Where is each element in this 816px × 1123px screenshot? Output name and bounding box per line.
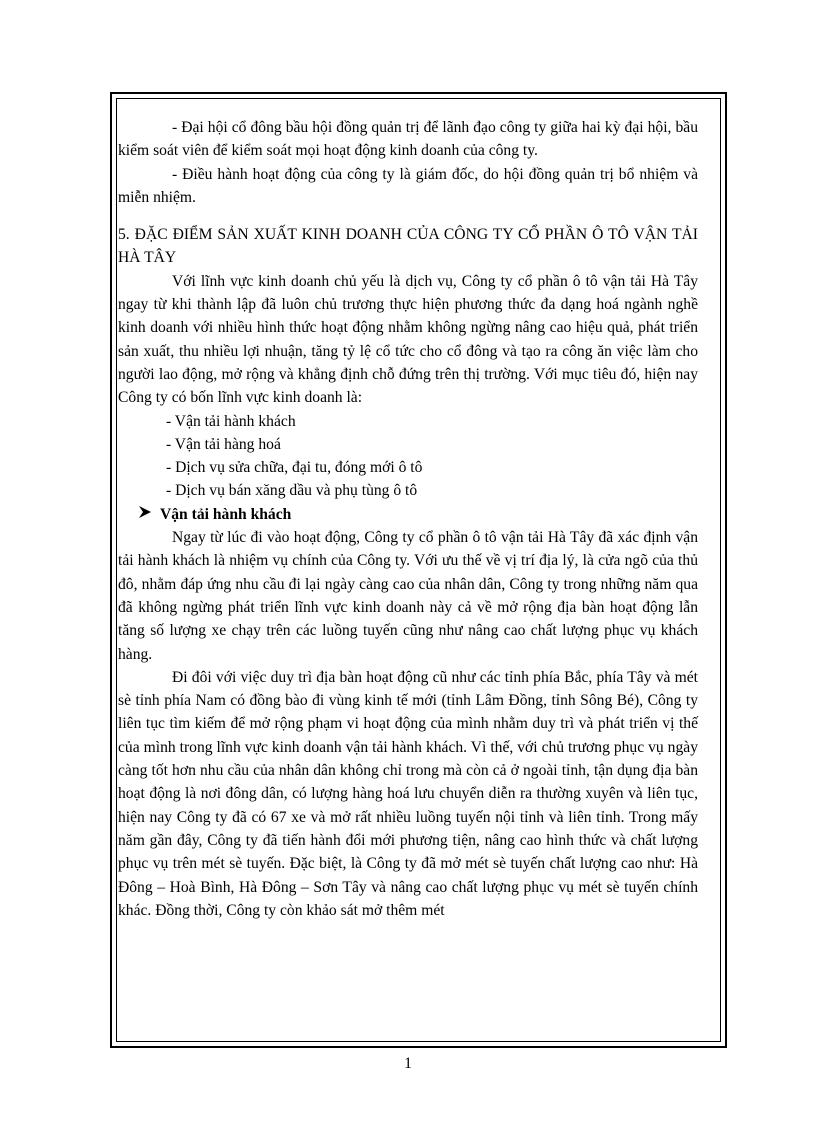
paragraph-route-expansion: Đi đôi với việc duy trì địa bàn hoạt động cũ như các tỉnh phía Bắc, phía Tây và mét sè tỉnh phía Nam có đồng bào đi vùng kinh tế mới (tỉnh Lâm Đồng, tỉnh Sông Bé), Công ty liên tục tìm kiếm để mở rộng phạm vi hoạt động của mình nhằm duy trì và phát triển vị thế của mình trong lĩnh vực kinh doanh vận tải hành khách. Vì thế, với chủ trương phục vụ ngày càng tốt hơn nhu cầu của nhân dân không chỉ trong mà còn cả ở ngoài tỉnh, tận dụng địa bàn hoạt động là nơi đông dân, có lượng hàng hoá lưu chuyển diễn ra thường xuyên và liên tục, hiện nay Công ty đã có 67 xe và mở rất nhiều luồng tuyến nội tỉnh và liên tỉnh. Trong mấy năm gần đây, Công ty đã tiến hành đổi mới phương tiện, nâng cao hình thức và chất lượng phục vụ trên mét sè tuyến. Đặc biệt, là Công ty đã mở mét sè tuyến chất lượng cao như: Hà Đông – Hoà Bình, Hà Đông – Sơn Tây và nâng cao chất lượng phục vụ mét sè tuyến chính khác. Đồng thời, Công ty còn khảo sát mở thêm mét xyxy=(118,668,698,919)
list-item: - Vận tải hàng hoá xyxy=(166,435,281,453)
paragraph-passenger-transport: Ngay từ lúc đi vào hoạt động, Công ty cổ phần ô tô vận tải Hà Tây đã xác định vận tải hành khách là nhiệm vụ chính của Công ty. Với ưu thế về vị trí địa lý, là cửa ngõ của thủ đô, nhằm đáp ứng nhu cầu đi lại ngày càng cao của nhân dân, Công ty trong những năm qua đã không ngừng phát triển lĩnh vực kinh doanh này cả về mở rộng địa bàn hoạt động lẫn tăng số lượng xe chạy trên các luồng tuyến cũng như nâng cao chất lượng phục vụ khách hàng. xyxy=(118,529,698,663)
paragraph-shareholders: - Đại hội cổ đông bầu hội đồng quản trị để lãnh đạo công ty giữa hai kỳ đại hội, bầu kiểm soát viên để kiểm soát mọi hoạt động kinh doanh của công ty. xyxy=(118,119,698,160)
section-heading-5: 5. ĐẶC ĐIỂM SẢN XUẤT KINH DOANH CỦA CÔNG TY CỔ PHẦN Ô TÔ VẬN TẢI HÀ TÂY xyxy=(118,226,698,267)
subheading-passenger-transport xyxy=(118,503,698,526)
list-item: - Dịch vụ bán xăng dầu và phụ tùng ô tô xyxy=(166,482,418,500)
paragraph-management: - Điều hành hoạt động của công ty là giám đốc, do hội đồng quản trị bổ nhiệm và miễn nhiệm. xyxy=(118,165,698,206)
list-item: - Dịch vụ sửa chữa, đại tu, đóng mới ô tô xyxy=(166,459,423,477)
document-body xyxy=(118,116,698,922)
list-item: - Vận tải hành khách xyxy=(166,412,296,430)
paragraph-business-overview: Với lĩnh vực kinh doanh chủ yếu là dịch vụ, Công ty cổ phần ô tô vận tải Hà Tây ngay từ khi thành lập đã luôn chủ trương thực hiện phương thức đa dạng hoá ngành nghề kinh doanh với nhiều hình thức hoạt động nhằm không ngừng nâng cao hiệu quả, phát triển sản xuất, thu nhiều lợi nhuận, tăng tỷ lệ cổ tức cho cổ đông và tạo ra công ăn việc làm cho người lao động, mở rộng và khẳng định chỗ đứng trên thị trường. Với mục tiêu đó, hiện nay Công ty có bốn lĩnh vực kinh doanh là: xyxy=(118,272,698,407)
arrowhead-bullet-icon xyxy=(138,503,160,526)
page-number: 1 xyxy=(404,1055,412,1072)
subheading-label: Vận tải hành khách xyxy=(160,505,292,523)
